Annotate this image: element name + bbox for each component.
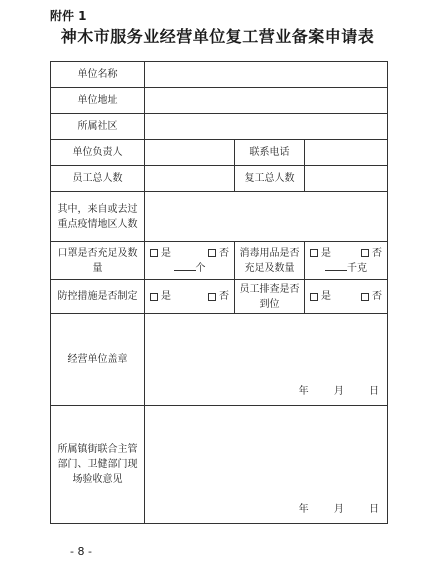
disinfectant-options: 是 否 千克 — [305, 242, 388, 280]
dept-opinion-label: 所属镇街联合主管部门、卫健部门现场验收意见 — [51, 406, 145, 524]
unit-address-field[interactable] — [145, 88, 388, 114]
unit-address-label: 单位地址 — [51, 88, 145, 114]
disinfectant-label: 消毒用品是否充足及数量 — [235, 242, 305, 280]
person-in-charge-label: 单位负责人 — [51, 140, 145, 166]
community-field[interactable] — [145, 114, 388, 140]
prevention-label: 防控措施是否制定 — [51, 280, 145, 314]
person-in-charge-field[interactable] — [145, 140, 235, 166]
checkbox-icon[interactable] — [361, 293, 369, 301]
disinfectant-quantity-blank[interactable] — [325, 262, 347, 271]
checkbox-icon[interactable] — [208, 249, 216, 257]
total-staff-label: 员工总人数 — [51, 166, 145, 192]
checkbox-icon[interactable] — [361, 249, 369, 257]
community-label: 所属社区 — [51, 114, 145, 140]
opinion-date: 年 月 日 — [298, 504, 380, 515]
unit-name-field[interactable] — [145, 62, 388, 88]
attachment-label: 附件 1 — [50, 9, 87, 23]
application-form-table — [50, 61, 388, 524]
epidemic-area-label: 其中，来自或去过重点疫情地区人数 — [51, 192, 145, 242]
unit-seal-label: 经营单位盖章 — [51, 314, 145, 406]
returned-staff-label: 复工总人数 — [235, 166, 305, 192]
epidemic-area-field[interactable] — [145, 192, 388, 242]
checkbox-icon[interactable] — [208, 293, 216, 301]
masks-label: 口罩是否充足及数量 — [51, 242, 145, 280]
checkbox-icon[interactable] — [150, 249, 158, 257]
checkbox-icon[interactable] — [310, 249, 318, 257]
masks-options: 是 否 个 — [145, 242, 235, 280]
contact-phone-field[interactable] — [305, 140, 388, 166]
page-number: - 8 - — [70, 545, 92, 558]
unit-seal-area[interactable] — [145, 314, 388, 406]
checkbox-icon[interactable] — [150, 293, 158, 301]
total-staff-field[interactable] — [145, 166, 235, 192]
staff-check-options — [305, 280, 388, 314]
checkbox-icon[interactable] — [310, 293, 318, 301]
seal-date: 年 月 日 — [298, 386, 380, 397]
unit-name-label: 单位名称 — [51, 62, 145, 88]
prevention-yes-option[interactable]: 是 — [150, 289, 171, 304]
masks-no-option[interactable]: 否 — [208, 246, 229, 261]
disinfectant-yes-option[interactable]: 是 — [310, 246, 331, 261]
staff-check-label: 员工排查是否到位 — [235, 280, 305, 314]
masks-yes-option[interactable]: 是 — [150, 246, 171, 261]
form-title: 神木市服务业经营单位复工营业备案申请表 — [60, 27, 375, 46]
staff-check-yes-option[interactable]: 是 — [310, 289, 331, 304]
staff-check-no-option[interactable]: 否 — [361, 289, 382, 304]
prevention-options — [145, 280, 235, 314]
masks-quantity-blank[interactable] — [174, 262, 196, 271]
prevention-no-option[interactable]: 否 — [208, 289, 229, 304]
contact-phone-label: 联系电话 — [235, 140, 305, 166]
disinfectant-no-option[interactable]: 否 — [361, 246, 382, 261]
returned-staff-field[interactable] — [305, 166, 388, 192]
dept-opinion-area[interactable] — [145, 406, 388, 524]
